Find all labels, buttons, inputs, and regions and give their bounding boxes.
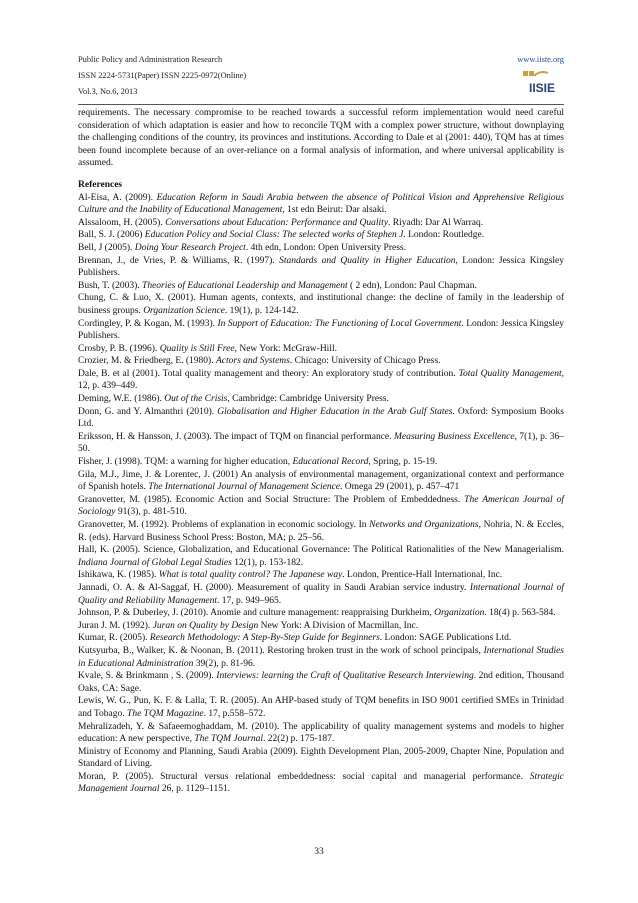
- reference-item: [78, 494, 564, 519]
- iiste-logo-icon: [520, 68, 564, 98]
- reference-tail: , 1st edn Beirut: Dar alsaki.: [282, 205, 387, 216]
- reference-item: [78, 368, 564, 393]
- reference-item: [78, 456, 564, 469]
- reference-lead: Alssaloom, H. (2005).: [78, 217, 166, 228]
- reference-tail: . London: SAGE Publications Ltd.: [379, 633, 512, 644]
- page-content: [78, 107, 564, 796]
- reference-lead: Al-Eisa, A. (2009).: [78, 192, 157, 203]
- reference-title: International Journal of Quality and Reliability Management: [78, 582, 564, 606]
- reference-title: Doing Your Research Project: [134, 242, 246, 253]
- reference-item: [78, 393, 564, 406]
- reference-tail: , Nohria, N. & Eccles, R. (eds). Harvard Business School Press: Boston, MA; p. 25–56.: [78, 520, 564, 543]
- reference-lead: Cordingley, P. & Kogan, M. (1993).: [78, 318, 218, 329]
- reference-lead: Eriksson, H. & Hansson, J. (2003). The impact of TQM on financial performance.: [78, 431, 395, 442]
- reference-item: [78, 406, 564, 431]
- reference-item: [78, 582, 564, 607]
- reference-tail: , 12, p. 439–449.: [78, 368, 564, 392]
- reference-title: Standards and Quality in Higher Education: [279, 255, 456, 266]
- reference-tail: . 18(4) p. 563-584.: [484, 608, 556, 619]
- reference-lead: Deming, W.E. (1986).: [78, 394, 165, 405]
- reference-lead: Kutsyurba, B., Walker, K. & Noonan, B. (2011). Restoring broken trust in the work of school principals,: [78, 645, 484, 656]
- reference-item: [78, 280, 564, 293]
- reference-item: [78, 620, 564, 633]
- reference-tail: . 2nd edition, Thousand Oaks, CA: Sage.: [78, 671, 564, 694]
- reference-tail: . 17, p. 949–965.: [217, 595, 282, 606]
- header-rule: [78, 104, 564, 105]
- reference-tail: London: Routledge.: [405, 230, 485, 241]
- reference-title: The American Journal of Sociology: [78, 494, 564, 518]
- logo-text: IISIE: [528, 81, 556, 95]
- reference-item: [78, 569, 564, 582]
- reference-item: [78, 431, 564, 456]
- reference-title: Quality is Still Free: [159, 343, 235, 354]
- references-list: [78, 192, 564, 797]
- reference-item: [78, 255, 564, 280]
- page-header: [78, 52, 564, 100]
- reference-item: [78, 695, 564, 720]
- reference-lead: Juran J. M. (1992).: [78, 620, 153, 631]
- reference-lead: Gila, M.J., Jime, J. & Lorentec, J. (2001) An analysis of environmental management, organizational context and performance of Spanish hotels.: [78, 469, 564, 493]
- reference-title: Strategic Management Journal: [78, 771, 564, 795]
- reference-lead: Hall, K. (2005). Science, Globalization, and Educational Governance: The Political Rationalities of the New Managerialism.: [78, 545, 564, 556]
- journal-issn: ISSN 2224-5731(Paper) ISSN 2225-0972(Online): [78, 71, 247, 80]
- reference-tail: . Riyadh: Dar Al Warraq.: [388, 217, 484, 228]
- reference-tail: . 19(1), p. 124-142.: [224, 305, 299, 316]
- reference-title: Indiana Journal of Global Legal Studies: [78, 557, 232, 568]
- reference-tail: . 4th edn, London: Open University Press.: [245, 242, 406, 253]
- reference-lead: Granovetter, M. (1992). Problems of explanation in economic sociology. In: [78, 520, 370, 530]
- reference-tail: , New York: McGraw-Hill.: [234, 343, 337, 354]
- reference-item: [78, 242, 564, 255]
- reference-lead: Chung, C. & Luo, X. (2001). Human agents, contexts, and institutional change: the decline of family in the leadership of business groups.: [78, 293, 564, 316]
- reference-lead: Dale, B. et al (2001). Total quality management and theory: An exploratory study of contribution.: [78, 368, 459, 379]
- reference-title: Networks and Organizations: [369, 520, 479, 530]
- reference-lead: Crosby, P. B. (1996).: [78, 343, 160, 354]
- reference-lead: Ball, S. J. (2006): [78, 230, 145, 241]
- reference-lead: Ishikawa, K. (1985).: [78, 570, 159, 581]
- reference-item: [78, 292, 564, 317]
- reference-tail: . 22(2) p. 175-187.: [262, 734, 335, 745]
- reference-tail: 12(1), p. 153-182.: [231, 557, 304, 568]
- body-paragraph: requirements. The necessary compromise to be reached towards a successful reform implementation would need careful consideration of which adaptation is easier and how to reconcile TQM with a complex power structure, without downplaying the challenging conditions of the country, its provinces and institutions. According to Dale et al (2001: 440), TQM has at times been found incomplete because of an over-reliance on a formal analysis of information, and where universal applicability is assumed.: [78, 108, 564, 169]
- reference-tail: 91(3), p. 481-510.: [115, 507, 187, 518]
- reference-item: [78, 229, 564, 242]
- reference-title: Globalisation and Higher Education in the Arab Gulf States: [217, 406, 453, 417]
- reference-lead: Granovetter, M. (1985). Economic Action and Social Structure: The Problem of Embeddedness.: [78, 494, 465, 505]
- reference-title: What is total quality control? The Japanese way: [158, 570, 343, 581]
- reference-title: The TQM Journal: [194, 734, 263, 745]
- reference-lead: Donn, G. and Y. Almanthri (2010).: [78, 406, 218, 417]
- reference-lead: Kvale, S. & Brinkmann , S. (2009).: [78, 671, 217, 682]
- reference-item: [78, 318, 564, 343]
- journal-url-link[interactable]: www.iiste.org: [517, 55, 564, 64]
- reference-tail: , Cambridge: Cambridge University Press.: [227, 394, 389, 405]
- reference-title: The TQM Magazine: [127, 708, 204, 719]
- reference-lead: Johnson, P. & Duberley, J. (2010). Anomie and culture management: reappraising Durkheim,: [78, 608, 435, 619]
- reference-item: [78, 645, 564, 670]
- references-heading: References: [78, 179, 123, 190]
- reference-title: Actors and Systems: [215, 356, 290, 367]
- reference-item: [78, 192, 564, 217]
- reference-tail: , London: Jessica Kingsley Publishers.: [78, 255, 564, 279]
- reference-item: [78, 343, 564, 356]
- reference-title: Measuring Business Excellence: [394, 431, 515, 442]
- reference-item: [78, 771, 564, 796]
- reference-lead: Brennan, J., de Vries, P. & Williams, R. (1997).: [78, 255, 280, 266]
- reference-item: [78, 469, 564, 494]
- reference-item: [78, 217, 564, 230]
- reference-title: Organization: [434, 608, 485, 619]
- journal-volume: Vol.3, No.6, 2013: [78, 87, 138, 96]
- reference-tail: . 17, p.558–572.: [203, 708, 266, 719]
- reference-item: [78, 632, 564, 645]
- reference-item: [78, 519, 564, 544]
- reference-title: Theories of Educational Leadership and Management: [142, 280, 348, 291]
- reference-title: The International Journal of Management Science: [148, 482, 341, 493]
- reference-tail: ( 2 edn), London: Paul Chapman.: [347, 280, 477, 291]
- reference-tail: . Oxford: Symposium Books Ltd.: [78, 406, 564, 430]
- reference-title: Research Methodology: A Step-By-Step Guide for Beginners: [149, 633, 380, 644]
- reference-title: In Support of Education: The Functioning of Local Government: [217, 318, 462, 329]
- reference-title: International Studies in Educational Administration: [78, 645, 564, 669]
- reference-tail: . London: Jessica Kingsley Publishers.: [78, 318, 564, 342]
- reference-item: [78, 670, 564, 695]
- reference-tail: 26, p. 1129–1151.: [159, 784, 231, 795]
- journal-name: Public Policy and Administration Research: [78, 55, 223, 64]
- reference-lead: Lewis, W. G., Pun, K. F. & Lalla, T. R. (2005). An AHP-based study of TQM benefits in ISO 9001 certified SMEs in Trinidad and Tobago.: [78, 696, 564, 719]
- reference-lead: Bell, J (2005).: [78, 242, 135, 253]
- journal-info: [78, 52, 246, 100]
- reference-title: Interviews: learning the Craft of Qualitative Research Interviewing: [216, 671, 474, 682]
- reference-tail: , 7(1), p. 36–50.: [78, 431, 565, 455]
- reference-tail: . Omega 29 (2001), p. 457–471: [340, 482, 460, 493]
- reference-item: [78, 544, 564, 569]
- reference-title: Total Quality Management: [458, 368, 562, 379]
- reference-tail: . London, Prentice-Hall International, Inc.: [342, 570, 503, 581]
- reference-item: [78, 607, 564, 620]
- reference-title: Conversations about Education: Performance and Quality: [165, 217, 389, 228]
- page-number: 33: [314, 847, 324, 857]
- reference-lead: Bush, T. (2003).: [78, 280, 143, 291]
- reference-title: Education Policy and Social Class: The selected works of Stephen J.: [144, 230, 406, 241]
- reference-lead: Fisher, J. (1998). TQM: a warning for higher education,: [78, 457, 293, 468]
- reference-tail: 39(2), p. 81-96.: [193, 658, 256, 669]
- reference-lead: Moran, P. (2005). Structural versus relational embeddedness: social capital and managerial performance.: [78, 771, 530, 782]
- reference-item: [78, 355, 564, 368]
- reference-title: Out of the Crisis: [164, 394, 228, 405]
- reference-lead: Kumar, R. (2005).: [78, 633, 150, 644]
- reference-title: Educational Record: [292, 457, 369, 468]
- reference-item: [78, 721, 564, 746]
- reference-item: [78, 746, 564, 771]
- reference-lead: Jannadi, O. A. & Al-Saggaf, H. (2000). Measurement of quality in Saudi Arabian service industry.: [78, 582, 470, 593]
- reference-lead: Crozier, M. & Friedberg, E. (1980).: [78, 356, 216, 367]
- reference-title: Juran on Quality by Design: [152, 620, 259, 631]
- reference-tail: . Chicago: University of Chicago Press.: [289, 356, 441, 367]
- reference-title: Education Reform in Saudi Arabia between the absence of Political Vision and Apprehensive Religious Culture and the Inability of Educational Management: [78, 192, 564, 216]
- reference-lead: Mehralizadeh, Y. & Safaeemoghaddam, M. (2010). The applicability of quality management systems and models to higher education: A new perspective,: [78, 721, 564, 745]
- reference-lead: Ministry of Economy and Planning, Saudi Arabia (2009). Eighth Development Plan, 2005-2009, Chapter Nine, Population and Standard of Living.: [78, 746, 564, 770]
- reference-tail: , Spring, p. 15-19.: [368, 457, 438, 468]
- reference-tail: New York: A Division of Macmillan, Inc.: [258, 620, 419, 631]
- reference-title: Organization Science: [143, 305, 225, 316]
